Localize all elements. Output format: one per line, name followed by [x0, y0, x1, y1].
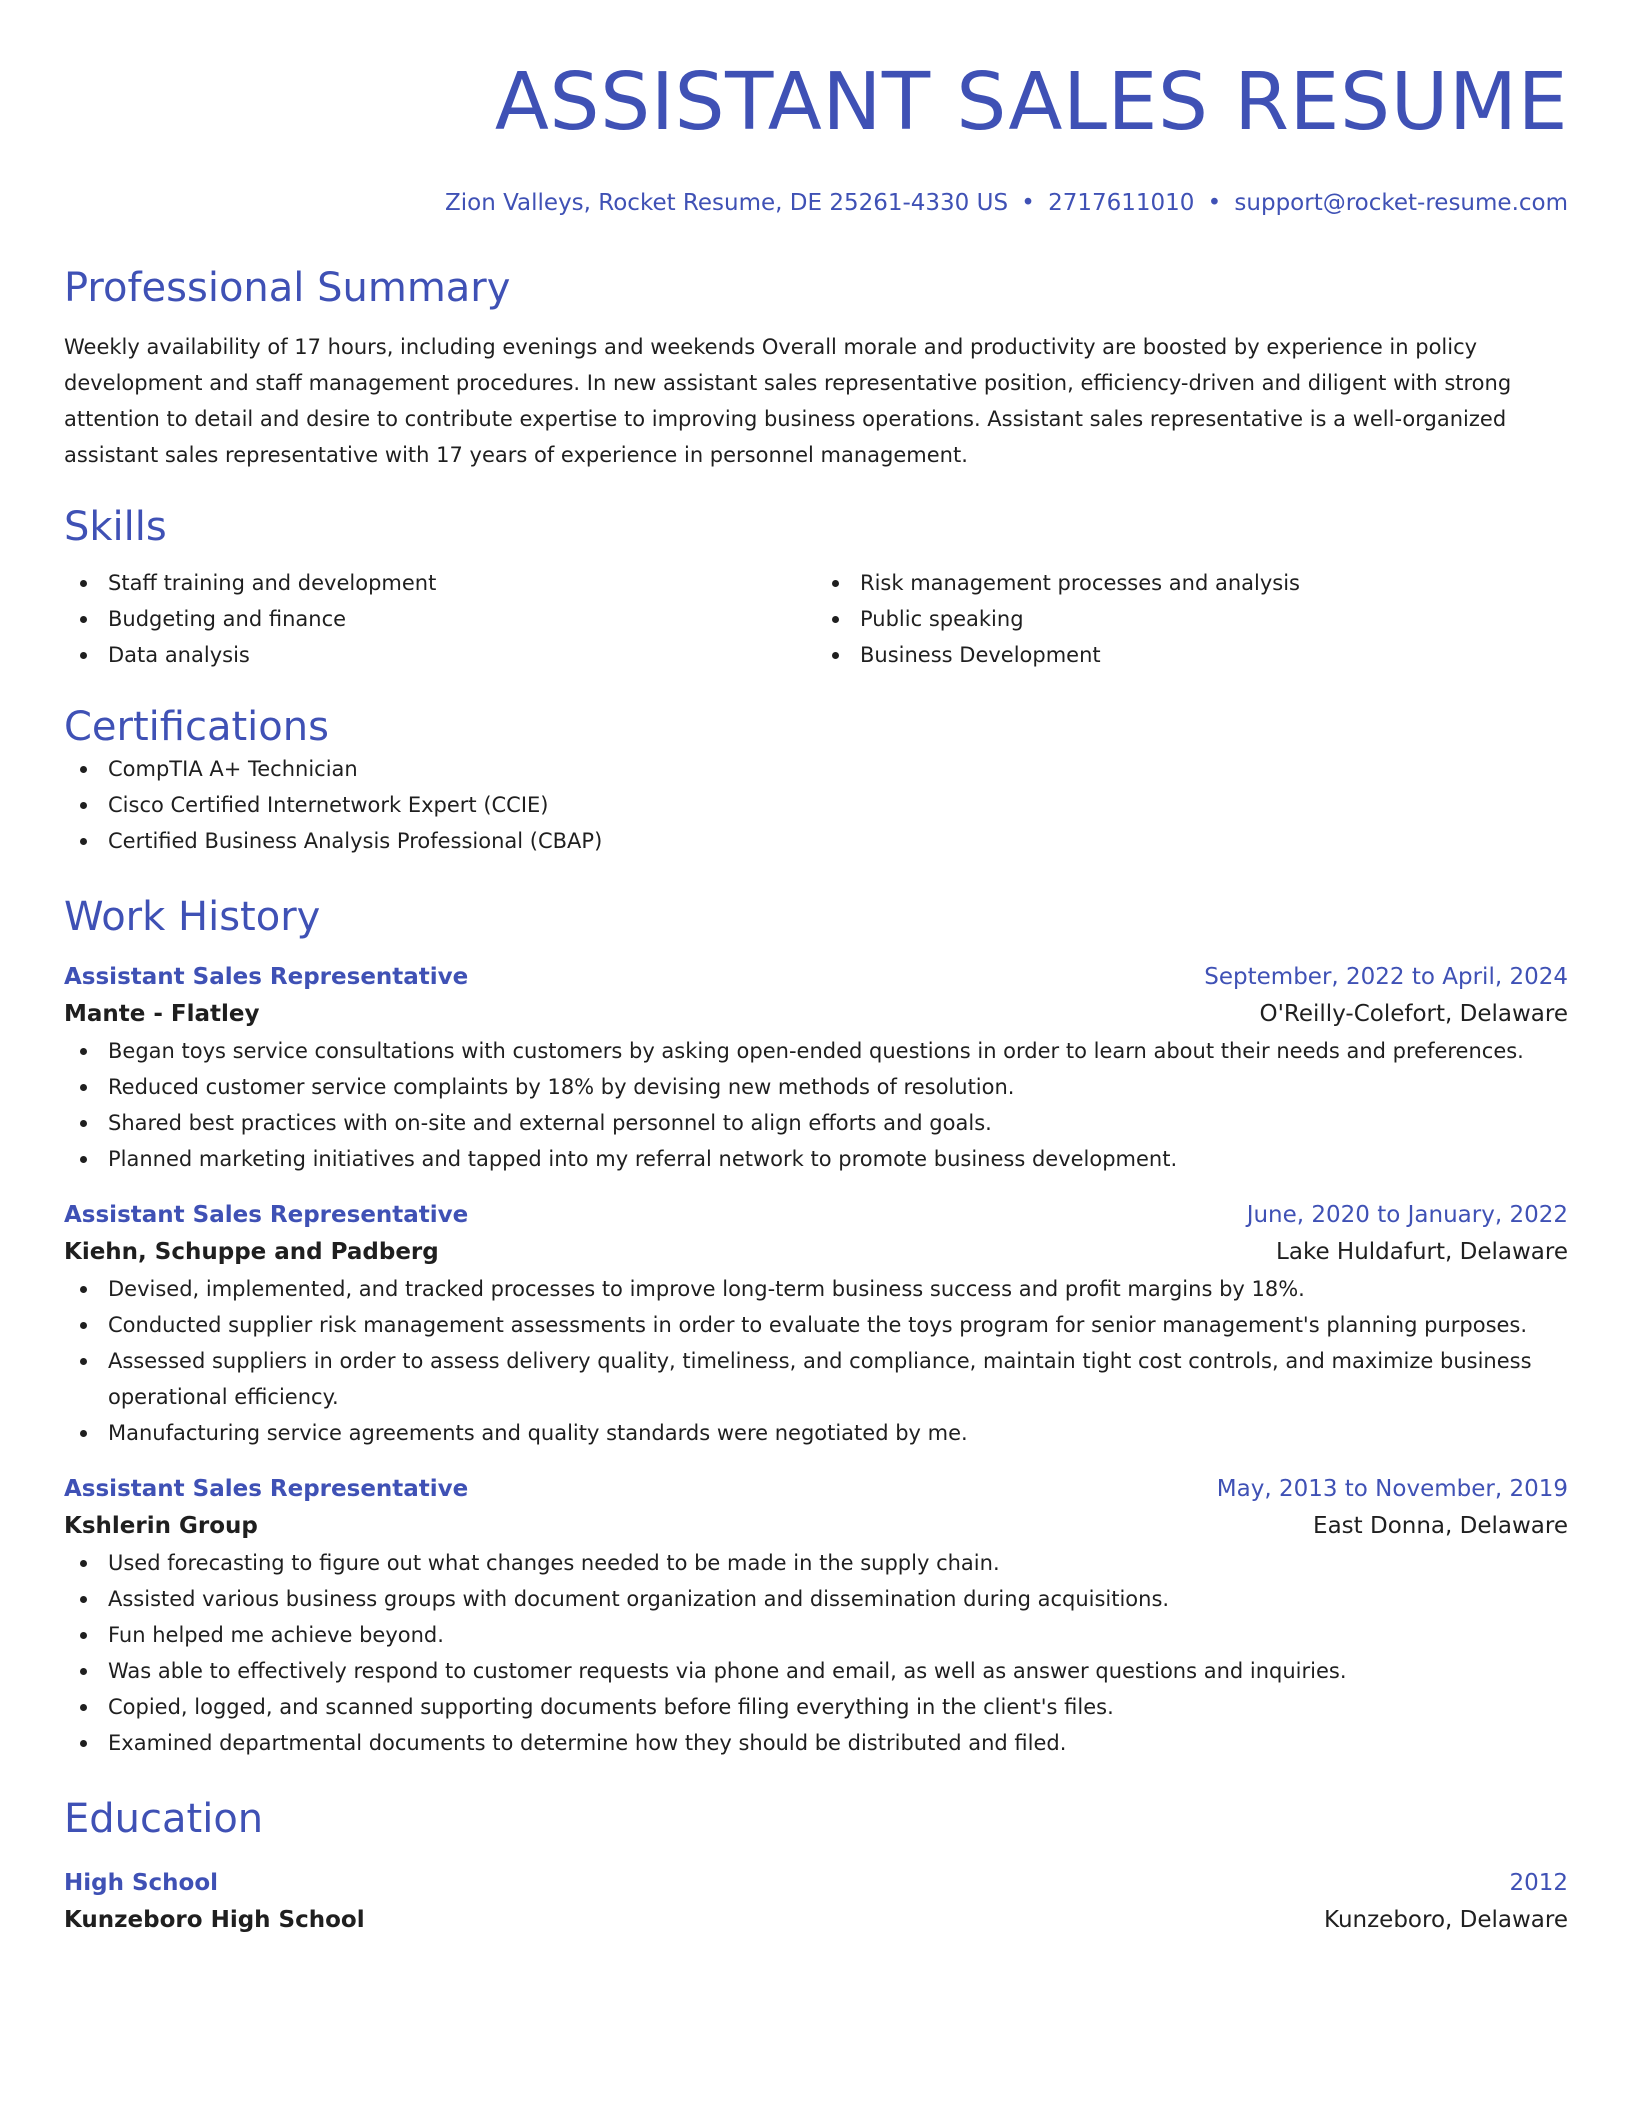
skill-label: Business Development	[860, 643, 1101, 667]
skills-grid	[64, 565, 1568, 673]
job-bullet-text: Assisted various business groups with document organization and dissemination during acquisitions.	[108, 1587, 1170, 1611]
job-bullet	[64, 1271, 1568, 1307]
job-location: East Donna, Delaware	[1313, 1513, 1568, 1539]
certification-label: CompTIA A+ Technician	[108, 757, 358, 781]
bullet-dot-icon	[80, 616, 87, 623]
job-title: Assistant Sales Representative	[64, 1202, 469, 1228]
job-bullet-text: Manufacturing service agreements and quality standards were negotiated by me.	[108, 1421, 968, 1445]
skill-label: Data analysis	[108, 643, 250, 667]
work-history-heading: Work History	[64, 894, 321, 940]
job-bullet	[64, 1307, 1568, 1343]
education-location: Kunzeboro, Delaware	[1324, 1907, 1568, 1933]
bullet-dot-icon	[80, 1286, 87, 1293]
skill-label: Public speaking	[860, 607, 1024, 631]
bullet-dot-icon	[80, 1048, 87, 1055]
job-entry	[64, 1197, 1568, 1451]
skills-heading: Skills	[64, 504, 167, 550]
job-bullet	[64, 1069, 1568, 1105]
job-bullet-text: Planned marketing initiatives and tapped into my referral network to promote business development.	[108, 1147, 1178, 1171]
job-employer: Kiehn, Schuppe and Padberg	[64, 1239, 439, 1265]
certification-item	[64, 787, 1568, 823]
bullet-dot-icon	[80, 580, 87, 587]
certification-label: Certified Business Analysis Professional (CBAP)	[108, 829, 603, 853]
job-bullet	[64, 1033, 1568, 1069]
job-bullet-text: Used forecasting to figure out what changes needed to be made in the supply chain.	[108, 1551, 1000, 1575]
job-bullet-text: Was able to effectively respond to customer requests via phone and email, as well as answer questions and inquiries.	[108, 1659, 1347, 1683]
skill-label: Staff training and development	[108, 571, 437, 595]
job-location: Lake Huldafurt, Delaware	[1276, 1239, 1568, 1265]
work-history	[64, 959, 1568, 1761]
job-bullet	[64, 1105, 1568, 1141]
education-entry	[64, 1865, 1568, 1939]
certification-label: Cisco Certified Internetwork Expert (CCIE)	[108, 793, 549, 817]
skill-label: Risk management processes and analysis	[860, 571, 1300, 595]
bullet-dot-icon	[80, 1704, 87, 1711]
job-bullet	[64, 1689, 1568, 1725]
job-bullet-text: Fun helped me achieve beyond.	[108, 1623, 444, 1647]
contact-separator: •	[1207, 190, 1222, 216]
education-school: Kunzeboro High School	[64, 1907, 365, 1933]
job-bullet	[64, 1617, 1568, 1653]
job-bullet	[64, 1725, 1568, 1761]
job-entry	[64, 1471, 1568, 1761]
job-bullet-text: Examined departmental documents to determine how they should be distributed and filed.	[108, 1731, 1067, 1755]
bullet-dot-icon	[80, 652, 87, 659]
job-bullet	[64, 1141, 1568, 1177]
bullet-dot-icon	[832, 652, 839, 659]
contact-line	[64, 188, 1568, 218]
skill-item	[816, 565, 1568, 601]
job-bullet-text: Reduced customer service complaints by 18% by devising new methods of resolution.	[108, 1075, 1015, 1099]
resume-title: ASSISTANT SALES RESUME	[494, 56, 1568, 148]
job-entry	[64, 959, 1568, 1177]
contact-phone: 2717611010	[1048, 190, 1195, 216]
skills-list-right	[816, 565, 1568, 673]
certifications-heading: Certifications	[64, 704, 329, 750]
bullet-dot-icon	[80, 1120, 87, 1127]
bullet-dot-icon	[80, 1322, 87, 1329]
job-bullet	[64, 1415, 1568, 1451]
job-bullet-text: Assessed suppliers in order to assess delivery quality, timeliness, and compliance, maintain tight cost controls, and maximize business operational efficiency.	[108, 1349, 1532, 1409]
bullet-dot-icon	[80, 1156, 87, 1163]
skill-item	[64, 601, 816, 637]
skill-item	[64, 565, 816, 601]
job-bullet	[64, 1581, 1568, 1617]
education-year: 2012	[1509, 1870, 1568, 1896]
job-bullets	[64, 1033, 1568, 1177]
summary-heading: Professional Summary	[64, 265, 511, 311]
job-bullets	[64, 1545, 1568, 1761]
bullet-dot-icon	[832, 616, 839, 623]
bullet-dot-icon	[80, 802, 87, 809]
job-title: Assistant Sales Representative	[64, 1476, 469, 1502]
education-degree: High School	[64, 1870, 219, 1896]
certification-item	[64, 751, 1568, 787]
job-bullet	[64, 1545, 1568, 1581]
job-bullet-text: Shared best practices with on-site and external personnel to align efforts and goals.	[108, 1111, 992, 1135]
bullet-dot-icon	[80, 766, 87, 773]
job-employer: Mante - Flatley	[64, 1001, 260, 1027]
job-location: O'Reilly-Colefort, Delaware	[1259, 1001, 1568, 1027]
job-employer: Kshlerin Group	[64, 1513, 258, 1539]
skill-item	[816, 637, 1568, 673]
bullet-dot-icon	[80, 1740, 87, 1747]
contact-email: support@rocket-resume.com	[1234, 190, 1568, 216]
bullet-dot-icon	[80, 1084, 87, 1091]
job-bullet-text: Began toys service consultations with customers by asking open-ended questions in order to learn about their needs and preferences.	[108, 1039, 1524, 1063]
job-dates: May, 2013 to November, 2019	[1216, 1476, 1568, 1502]
bullet-dot-icon	[832, 580, 839, 587]
skill-item	[816, 601, 1568, 637]
job-bullet-text: Copied, logged, and scanned supporting documents before filing everything in the client's files.	[108, 1695, 1114, 1719]
bullet-dot-icon	[80, 1358, 87, 1365]
job-bullets	[64, 1271, 1568, 1451]
contact-separator: •	[1021, 190, 1035, 216]
bullet-dot-icon	[80, 1632, 87, 1639]
contact-address: Zion Valleys, Rocket Resume, DE 25261-4330 US	[444, 190, 1009, 216]
job-bullet-text: Devised, implemented, and tracked processes to improve long-term business success and profit margins by 18%.	[108, 1277, 1305, 1301]
skills-list-left	[64, 565, 816, 673]
education-heading: Education	[64, 1796, 264, 1842]
job-bullet	[64, 1653, 1568, 1689]
job-dates: September, 2022 to April, 2024	[1204, 964, 1568, 990]
job-bullet	[64, 1343, 1568, 1415]
bullet-dot-icon	[80, 1668, 87, 1675]
skill-item	[64, 637, 816, 673]
skill-label: Budgeting and finance	[108, 607, 347, 631]
bullet-dot-icon	[80, 1560, 87, 1567]
certification-item	[64, 823, 1568, 859]
job-dates: June, 2020 to January, 2022	[1246, 1202, 1568, 1228]
summary-text: Weekly availability of 17 hours, including evenings and weekends Overall morale and productivity are boosted by experience in policy development and staff management procedures. In new assistant sales representative position, efficiency-driven and diligent with strong attention to detail and desire to contribute expertise to improving business operations. Assistant sales representative is a well-organized assistant sales representative with 17 years of experience in personnel management.	[64, 335, 1512, 467]
bullet-dot-icon	[80, 1430, 87, 1437]
bullet-dot-icon	[80, 1596, 87, 1603]
certifications-list	[64, 751, 1568, 859]
job-bullet-text: Conducted supplier risk management assessments in order to evaluate the toys program for senior management's planning purposes.	[108, 1313, 1528, 1337]
job-title: Assistant Sales Representative	[64, 964, 469, 990]
bullet-dot-icon	[80, 838, 87, 845]
